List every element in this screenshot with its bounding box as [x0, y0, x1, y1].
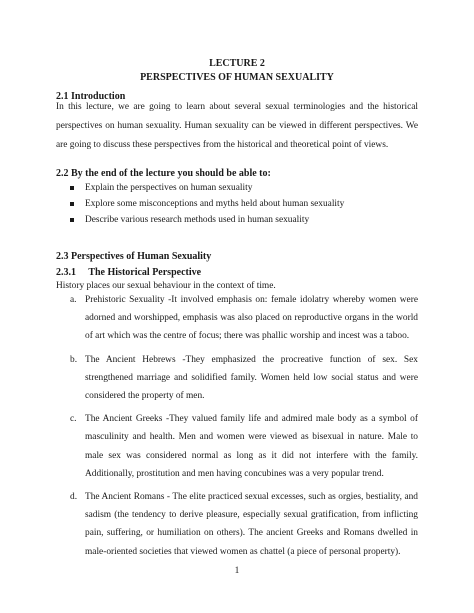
item-text: The Ancient Romans - The elite practiced sexual excesses, such as orgies, bestiality, and sadism (the tendency to derive pleasure, especially sexual gratification, from inflicting pain, suffering, or humiliation on others). The ancient Greeks and Romans dwelled in male-oriented societies that viewed women as chattel (a piece of personal property). — [85, 492, 418, 557]
intro-paragraph: In this lecture, we are going to learn about several sexual terminologies and the historical perspectives on human sexuality. Human sexuality can be viewed in different perspectives. We are going to discuss these perspectives from the historical and theoretical point of views. — [56, 102, 418, 150]
item-marker: c. — [70, 414, 77, 425]
item-text: The Ancient Hebrews -They emphasized the procreative function of sex. Sex strengthened marriage and solidified family. Women held low social status and were considered the property of men. — [85, 354, 418, 402]
list-item — [70, 291, 418, 346]
list-item — [70, 488, 418, 561]
list-item — [70, 351, 418, 406]
objective-text: Explain the perspectives on human sexuality — [85, 183, 253, 193]
item-text: The Ancient Greeks -They valued family life and admired male body as a symbol of masculinity and health. Men and women were viewed as bisexual in nature. Male to male sex was considered normal as long as it did not interfere with the family. Additionally, prostitution and men having concubines was a very popular trend. — [85, 414, 418, 479]
page-number: 1 — [234, 566, 240, 576]
item-marker: d. — [70, 492, 78, 503]
lecture-label: LECTURE 2 — [209, 58, 265, 69]
item-text: Prehistoric Sexuality -It involved emphasis on: female idolatry whereby women were adorned and worshipped, emphasis was also placed on reproductive organs in the world of art which was the centre of focus; there was phallic worship and incest was a taboo. — [85, 295, 418, 342]
objective-text: Explore some misconceptions and myths held about human sexuality — [85, 199, 345, 209]
bullet-icon — [70, 202, 74, 206]
objectives-heading: 2.2 By the end of the lecture you should be able to: — [56, 168, 271, 179]
perspectives-heading: 2.3 Perspectives of Human Sexuality — [56, 251, 212, 262]
historical-periods-list — [70, 291, 418, 566]
list-item — [70, 196, 344, 212]
item-marker: b. — [70, 354, 78, 365]
list-item — [70, 180, 344, 196]
objective-text: Describe various research methods used in human sexuality — [85, 215, 310, 225]
historical-intro: History places our sexual behaviour in the context of time. — [56, 281, 276, 291]
intro-heading: 2.1 Introduction — [56, 91, 126, 102]
list-item — [70, 410, 418, 483]
objectives-list — [70, 180, 344, 228]
historical-subheading: 2.3.1 The Historical Perspective — [56, 267, 202, 278]
item-marker: a. — [70, 295, 77, 305]
bullet-icon — [70, 186, 74, 190]
list-item — [70, 212, 344, 228]
document-title: PERSPECTIVES OF HUMAN SEXUALITY — [140, 72, 334, 83]
bullet-icon — [70, 218, 74, 222]
